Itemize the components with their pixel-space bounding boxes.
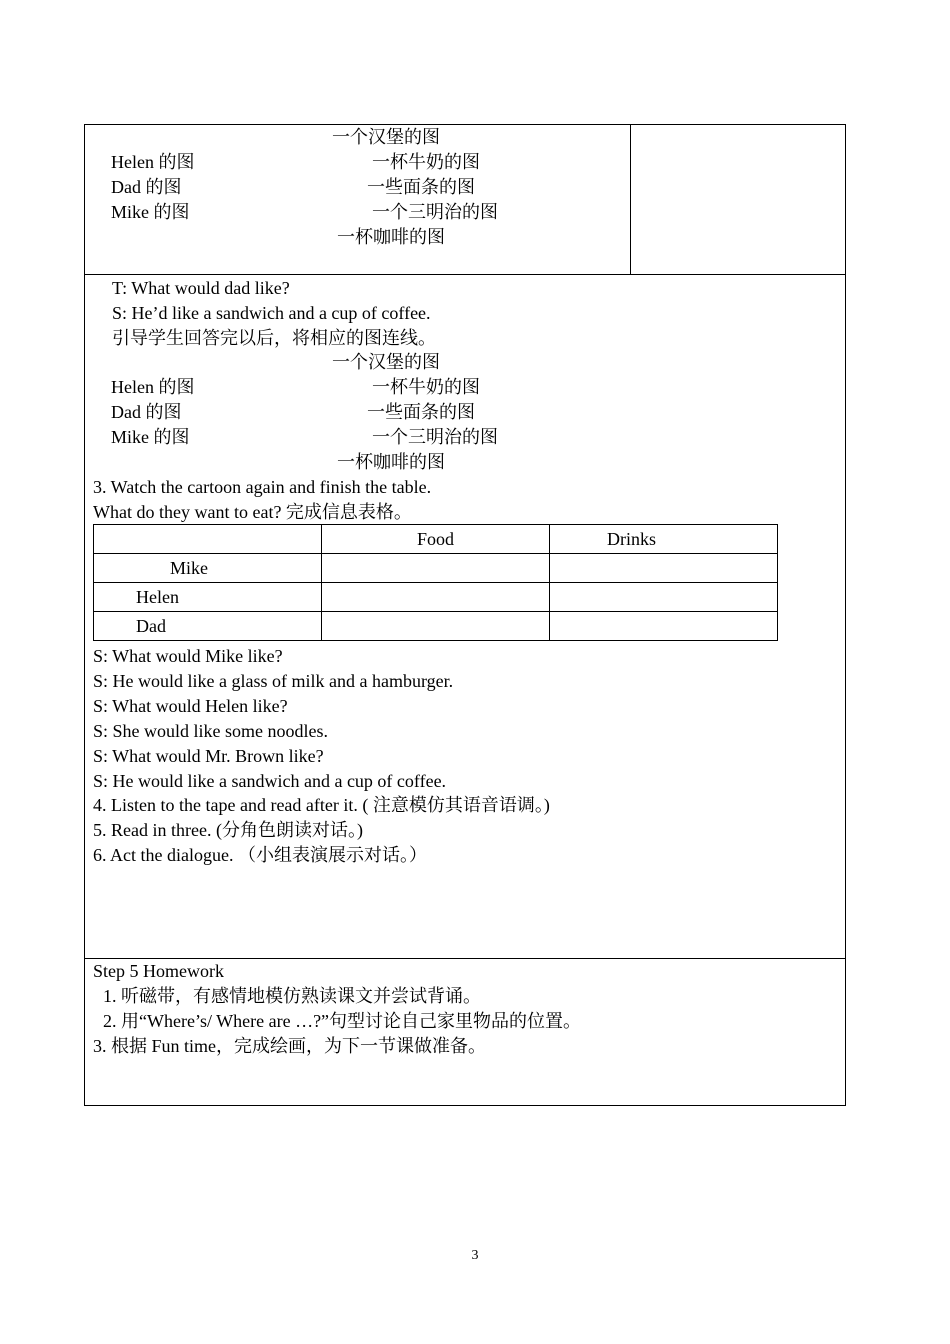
table-cell: Mike — [94, 554, 322, 583]
dialogue-line: S: What would Mr. Brown like? — [93, 746, 324, 766]
table-cell[interactable] — [550, 612, 778, 641]
diagram-right-item: 一杯牛奶的图 — [372, 152, 480, 172]
step3-subtitle: What do they want to eat? 完成信息表格。 — [93, 502, 412, 522]
table-header-cell: Food — [322, 525, 550, 554]
dialogue-line: S: What would Helen like? — [93, 696, 288, 716]
table-header-cell — [94, 525, 322, 554]
row-separator-1 — [84, 274, 846, 275]
table-cell[interactable] — [550, 583, 778, 612]
row-separator-2 — [84, 958, 846, 959]
table-row — [94, 554, 778, 583]
diagram-right-item: 一杯咖啡的图 — [337, 227, 445, 247]
diagram-right-item: 一个汉堡的图 — [332, 352, 440, 372]
dialogue-line: S: What would Mike like? — [93, 646, 283, 666]
homework-item: 1. 听磁带，有感情地模仿熟读课文并尝试背诵。 — [103, 986, 481, 1006]
diagram-right-item: 一杯咖啡的图 — [337, 452, 445, 472]
table-cell: Dad — [94, 612, 322, 641]
teacher-question: T: What would dad like? — [112, 278, 290, 298]
table-cell[interactable] — [322, 554, 550, 583]
table-row — [94, 612, 778, 641]
diagram-right-item: 一个三明治的图 — [372, 427, 498, 447]
diagram-right-item: 一个三明治的图 — [372, 202, 498, 222]
table-cell[interactable] — [550, 554, 778, 583]
student-answer: S: He’d like a sandwich and a cup of coffee. — [112, 303, 431, 323]
table-cell: Helen — [94, 583, 322, 612]
table-cell[interactable] — [322, 583, 550, 612]
step-item: 5. Read in three. (分角色朗读对话。) — [93, 820, 363, 840]
diagram-right-item: 一些面条的图 — [367, 402, 475, 422]
homework-title: Step 5 Homework — [93, 961, 224, 981]
food-drinks-table — [93, 524, 778, 641]
page-number: 3 — [471, 1248, 479, 1263]
table-cell[interactable] — [322, 612, 550, 641]
step-item: 4. Listen to the tape and read after it. ( 注意模仿其语音语调。) — [93, 795, 550, 815]
first-row-divider — [630, 124, 631, 274]
homework-item: 3. 根据 Fun time，完成绘画，为下一节课做准备。 — [93, 1036, 487, 1056]
diagram-left-item: Mike 的图 — [111, 202, 190, 222]
diagram-left-item: Dad 的图 — [111, 177, 182, 197]
diagram-left-item: Helen 的图 — [111, 152, 195, 172]
dialogue-line: S: He would like a glass of milk and a hamburger. — [93, 671, 454, 691]
instruction-text: 引导学生回答完以后，将相应的图连线。 — [112, 328, 436, 348]
homework-item: 2. 用“Where’s/ Where are …?”句型讨论自己家里物品的位置。 — [103, 1011, 582, 1031]
dialogue-line: S: She would like some noodles. — [93, 721, 328, 741]
table-row — [94, 583, 778, 612]
diagram-right-item: 一个汉堡的图 — [332, 127, 440, 147]
table-header-row — [94, 525, 778, 554]
table-header-cell: Drinks — [550, 525, 778, 554]
step-item: 6. Act the dialogue. （小组表演展示对话。） — [93, 845, 427, 865]
diagram-right-item: 一杯牛奶的图 — [372, 377, 480, 397]
diagram-left-item: Mike 的图 — [111, 427, 190, 447]
dialogue-line: S: He would like a sandwich and a cup of coffee. — [93, 771, 447, 791]
diagram-right-item: 一些面条的图 — [367, 177, 475, 197]
step3-title: 3. Watch the cartoon again and finish the table. — [93, 477, 432, 497]
diagram-left-item: Dad 的图 — [111, 402, 182, 422]
diagram-left-item: Helen 的图 — [111, 377, 195, 397]
